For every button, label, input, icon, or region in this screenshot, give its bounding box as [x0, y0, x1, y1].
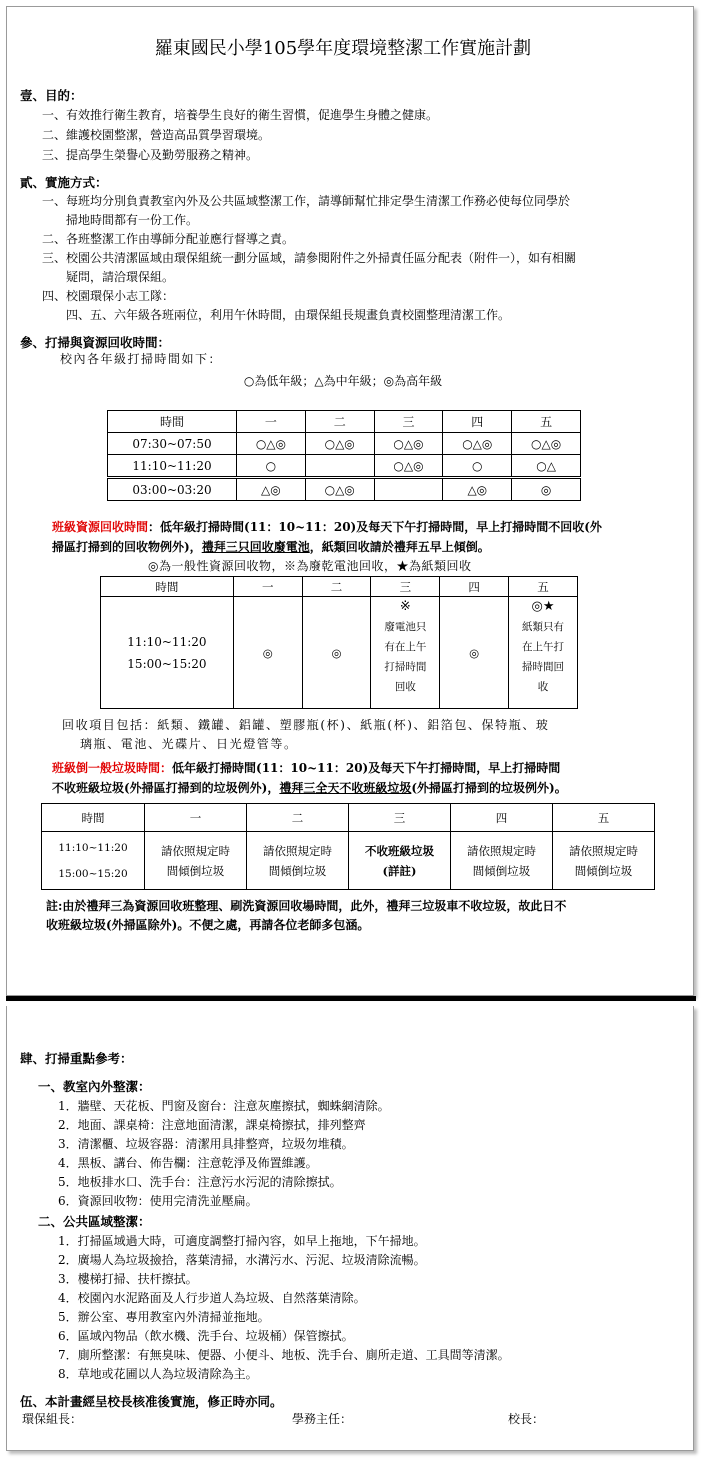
section-2-heading: 貳、實施方式： [20, 175, 108, 190]
time-cell: 07:30~07:50 [108, 433, 237, 455]
table-row [42, 832, 655, 890]
header-cell: 五 [553, 804, 655, 832]
recycle-paragraph [52, 517, 682, 557]
cell-line: 請依照規定時 [263, 843, 332, 858]
table-cell: ◎ [440, 597, 509, 709]
document-title: 羅東國民小學105學年度環境整潔工作實施計劃 [154, 38, 532, 59]
cell-line: 打掃時間 [384, 661, 427, 673]
section-5-heading: 伍、本計畫經呈校長核准後實施，修正時亦同。 [20, 1394, 283, 1409]
garbage-text: 低年級打掃時間(11：10~11：20)及每天下午打掃時間，早上打掃時間 [172, 761, 561, 775]
section-1-item: 二、維護校園整潔，營造高品質學習環境。 [42, 128, 271, 142]
table-header-row [42, 804, 655, 832]
table-cell [145, 832, 247, 890]
table-cell: ○△◎ [443, 433, 512, 455]
table-cell: ◎ [233, 597, 302, 709]
table-cell [509, 597, 578, 709]
table-row [108, 433, 581, 455]
section-2-item: 四、校園環保小志工隊： [42, 289, 175, 303]
recycle-legend: ◎為一般性資源回收物，※為廢乾電池回收，★為紙類回收 [148, 559, 472, 573]
section-2-item-cont: 掃地時間都有一份工作。 [66, 213, 199, 227]
header-cell: 時間 [42, 804, 145, 832]
table-cell [371, 597, 440, 709]
header-cell: 時間 [108, 411, 237, 433]
cell-line: 在上午打 [522, 641, 565, 653]
table-cell: ◎ [512, 478, 581, 501]
section-4-item: 6．區域內物品（飲水機、洗手台、垃圾桶）保管擦拭。 [58, 1329, 354, 1343]
header-cell: 一 [237, 411, 306, 433]
garbage-text: (外掃區打掃到的垃圾例外)。 [411, 781, 567, 795]
header-cell: 四 [451, 804, 553, 832]
garbage-label: 班級倒一般垃圾時間： [52, 761, 173, 775]
recycle-items: 回收項目包括：紙類、鐵罐、鋁罐、塑膠瓶(杯)、紙瓶(杯)、鋁箔包、保特瓶、玻 [62, 718, 550, 732]
section-4-item: 2．地面、課桌椅：注意地面清潔，課桌椅擦拭，排列整齊 [58, 1118, 366, 1132]
section-1-item: 三、提高學生榮譽心及勤勞服務之精神。 [42, 148, 259, 162]
section-4-item: 5．地板排水口、洗手台：注意污水污泥的清除擦拭。 [58, 1175, 342, 1189]
recycle-items-cont: 璃瓶、電池、光碟片、日光燈管等。 [80, 737, 298, 751]
header-cell: 三 [349, 804, 451, 832]
section-4-item: 3．清潔櫃、垃圾容器：清潔用具排整齊，垃圾勿堆積。 [58, 1137, 354, 1151]
section-4-item: 5．辦公室、專用教室內外清掃並拖地。 [58, 1310, 270, 1324]
cell-line: 掃時間回 [522, 661, 565, 673]
time-cell: 03:00~03:20 [108, 478, 237, 501]
section-1-heading: 壹、目的： [20, 88, 83, 103]
section-4-sub1: 一、教室內外整潔： [38, 1079, 151, 1094]
cell-line: 廢電池只 [384, 621, 427, 633]
table-row [101, 597, 578, 709]
table-cell: ◎ [302, 597, 371, 709]
header-cell: 二 [247, 804, 349, 832]
header-cell: 四 [443, 411, 512, 433]
garbage-time-table [41, 803, 655, 890]
table-cell [553, 832, 655, 890]
table-cell: ○△◎ [237, 433, 306, 455]
garbage-text: 不收班級垃圾(外掃區打掃到的垃圾例外)， [52, 781, 280, 795]
section-2-item: 三、校園公共清潔區域由環保組統一劃分區域，請參閱附件之外掃責任區分配表（附件一），如有相關 [42, 251, 577, 265]
section-2-item: 一、每班均分別負責教室內外及公共區域整潔工作，請導師幫忙排定學生清潔工作務必使每位同學於 [42, 194, 571, 208]
table-cell: ○△◎ [374, 455, 443, 478]
header-cell: 三 [371, 577, 440, 597]
paper-symbol: ◎★ [531, 599, 555, 614]
page-divider [6, 996, 696, 1001]
recycle-text: ，紙類回收請於禮拜五早上傾倒。 [309, 540, 490, 554]
cell-line: 請依照規定時 [467, 843, 536, 858]
section-3-heading: 參、打掃與資源回收時間： [20, 335, 171, 350]
section-4-item: 4．校園內水泥路面及人行步道人為垃圾、自然落葉清除。 [58, 1291, 366, 1305]
table-cell [374, 478, 443, 501]
time-range: 11:10~11:20 [58, 841, 128, 854]
cell-line: 間傾倒垃圾 [472, 863, 531, 878]
recycle-text: 掃區打掃到的回收物例外)， [52, 540, 202, 554]
section-4-item: 1．打掃區域過大時，可適度調整打掃內容，如早上拖地，下午掃地。 [58, 1234, 426, 1248]
table-cell: ○△◎ [305, 433, 374, 455]
garbage-emphasis: 禮拜三全天不收班級垃圾 [279, 781, 412, 795]
cell-line: 請依照規定時 [161, 843, 230, 858]
table-cell [305, 455, 374, 478]
note-line: 收班級垃圾(外掃區除外)。不便之處，再請各位老師多包涵。 [46, 918, 370, 932]
table-cell [451, 832, 553, 890]
table-cell: ○△ [512, 455, 581, 478]
cell-line: 間傾倒垃圾 [268, 863, 327, 878]
time-range: 11:10~11:20 [127, 634, 207, 649]
table-row [108, 478, 581, 501]
section-2-item-cont: 四、五、六年級各班兩位，利用午休時間，由環保組長規畫負責校園整理清潔工作。 [66, 308, 511, 322]
section-4-item: 7．廁所整潔：有無臭味、便器、小便斗、地板、洗手台、廁所走道、工具間等清潔。 [58, 1348, 510, 1362]
section-2-item: 二、各班整潔工作由導師分配並應行督導之責。 [42, 232, 295, 246]
time-cell: 11:10~11:20 [108, 455, 237, 478]
table-cell: △◎ [237, 478, 306, 501]
garbage-paragraph [52, 758, 682, 798]
recycle-label: 班級資源回收時間 [52, 520, 149, 534]
header-cell: 四 [440, 577, 509, 597]
cell-line: 間傾倒垃圾 [166, 863, 225, 878]
cell-line: 間傾倒垃圾 [574, 863, 633, 878]
recycle-emphasis: 禮拜三只回收廢電池 [201, 540, 310, 554]
recycle-time-table [100, 576, 578, 709]
cell-line: 回收 [394, 681, 416, 693]
signature-environment-leader: 環保組長： [22, 1412, 83, 1426]
table-cell [349, 832, 451, 890]
table-cell [247, 832, 349, 890]
header-cell: 一 [145, 804, 247, 832]
header-cell: 三 [374, 411, 443, 433]
table-header-row [108, 411, 581, 433]
header-cell: 二 [302, 577, 371, 597]
section-1-item: 一、有效推行衛生教育，培養學生良好的衛生習慣，促進學生身體之健康。 [42, 108, 439, 122]
time-cell [101, 597, 234, 709]
cell-line: 紙類只有 [522, 621, 565, 633]
section-4-heading: 肆、打掃重點參考： [20, 1051, 133, 1066]
time-range: 15:00~15:20 [127, 656, 207, 671]
header-cell: 二 [305, 411, 374, 433]
recycle-text: ：低年級打掃時間(11：10~11：20)及每天下午打掃時間，早上打掃時間不回收(外 [148, 520, 602, 534]
section-4-item: 8．草地或花圃以人為垃圾清除為主。 [58, 1367, 258, 1381]
section-4-item: 6．資源回收物：使用完清洗並壓扁。 [58, 1194, 258, 1208]
note-line: 註:由於禮拜三為資源回收班整理、刷洗資源回收場時間，此外，禮拜三垃圾車不收垃圾，故此日不 [46, 899, 567, 913]
table-row [108, 455, 581, 478]
section-4-item: 3．樓梯打掃、扶杆擦拭。 [58, 1272, 198, 1286]
table-cell: ○ [443, 455, 512, 478]
cleaning-time-table [107, 410, 581, 501]
section-4-sub2: 二、公共區域整潔： [38, 1214, 151, 1229]
battery-symbol: ※ [399, 599, 411, 614]
section-2-item-cont: 疑問，請洽環保組。 [66, 270, 175, 284]
header-cell: 五 [509, 577, 578, 597]
grade-legend: ○為低年級；△為中年級；◎為高年級 [243, 374, 443, 388]
cell-line: 收 [537, 681, 549, 693]
table-header-row [101, 577, 578, 597]
header-cell: 時間 [101, 577, 234, 597]
time-range: 15:00~15:20 [58, 867, 128, 880]
header-cell: 五 [512, 411, 581, 433]
time-cell [42, 832, 145, 890]
cell-line: 請依照規定時 [569, 843, 638, 858]
section-3-intro: 校內各年級打掃時間如下： [60, 352, 223, 366]
cell-line: 有在上午 [384, 641, 427, 653]
signature-principal: 校長： [508, 1412, 545, 1426]
section-4-item: 4．黑板、講台、佈告欄：注意乾淨及佈置維護。 [58, 1156, 318, 1170]
cell-line: 不收班級垃圾 [365, 843, 434, 858]
table-cell: ○△◎ [305, 478, 374, 501]
table-cell: ○△◎ [512, 433, 581, 455]
table-cell: ○△◎ [374, 433, 443, 455]
section-4-item: 1．牆壁、天花板、門窗及窗台：注意灰塵擦拭，蜘蛛網清除。 [58, 1099, 390, 1113]
signature-student-affairs-director: 學務主任： [292, 1412, 353, 1426]
table-cell: △◎ [443, 478, 512, 501]
cell-line: (詳註) [382, 863, 417, 878]
header-cell: 一 [233, 577, 302, 597]
section-4-item: 2．廣場人為垃圾撿拾，落葉清掃，水溝污水、污泥、垃圾清除流暢。 [58, 1253, 426, 1267]
table-cell: ○ [237, 455, 306, 478]
